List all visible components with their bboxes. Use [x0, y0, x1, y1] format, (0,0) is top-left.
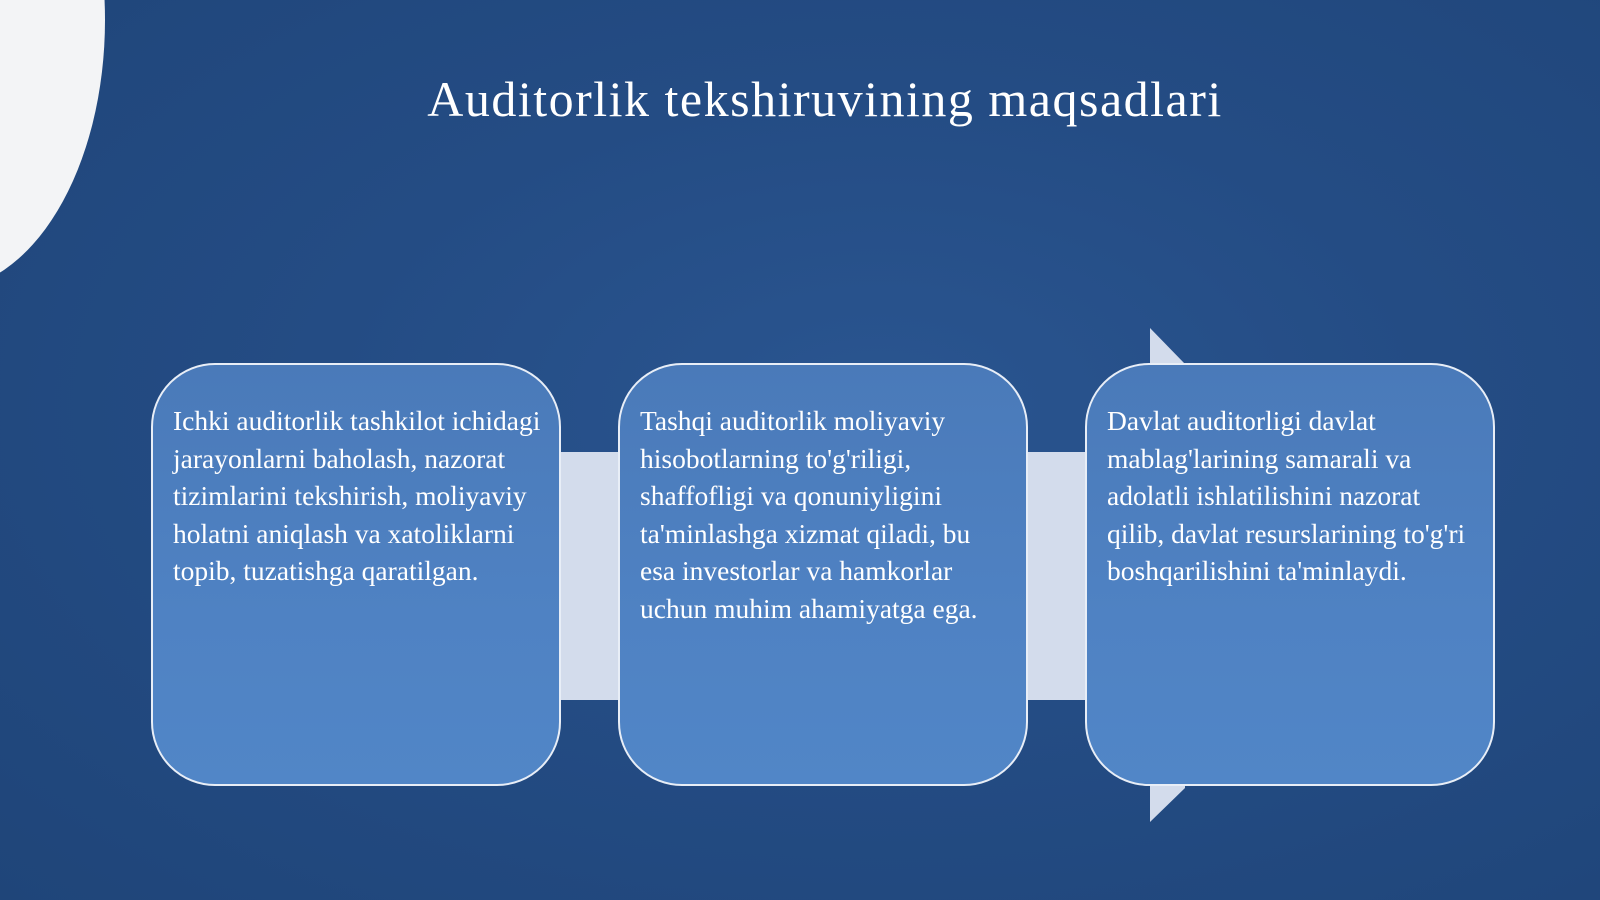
slide-title: Auditorlik tekshiruvining maqsadlari	[427, 71, 1223, 127]
step-text-internal-audit: Ichki auditorlik tashkilot ichidagi jarayonlarni baholash, nazorat tizimlarini tekshirish, moliyaviy holatni aniqlash va xatoliklarni topib, tuzatishga qaratilgan.	[173, 405, 541, 586]
step-text-state-audit: Davlat auditorligi davlat mablag'larining samarali va adolatli ishlatilishini nazorat qilib, davlat resurslarining to'g'ri boshqarilishini ta'minlaydi.	[1107, 405, 1466, 586]
step-box-state-audit	[1085, 363, 1495, 786]
step-text-external-audit: Tashqi auditorlik moliyaviy hisobotlarning to'g'riligi, shaffofligi va qonuniyligini ta'minlashga xizmat qiladi, bu esa investorlar va hamkorlar uchun muhim ahamiyatga ega.	[640, 405, 978, 624]
step-box-internal-audit	[151, 363, 561, 786]
step-box-external-audit	[618, 363, 1028, 786]
